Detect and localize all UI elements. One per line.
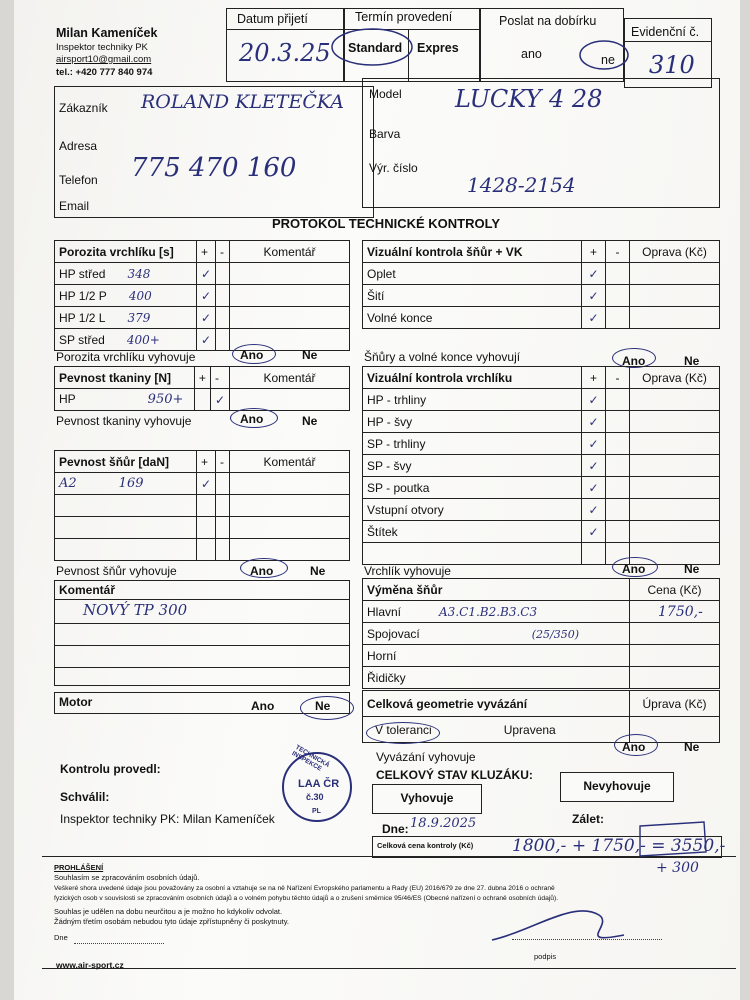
line-strength-table	[54, 450, 350, 561]
inspection-form-sheet	[14, 0, 740, 1000]
porosity-row-value: 400+	[126, 332, 160, 347]
visual-canopy-row-label: SP - švy	[363, 455, 582, 477]
line-replacement-row-label: Spojovací	[367, 626, 420, 641]
check-mark: ✓	[196, 329, 215, 351]
fabric-comment-header: Komentář	[230, 367, 350, 389]
visual-lines-minus: -	[606, 241, 630, 263]
fabric-table	[54, 366, 350, 411]
porosity-row-label: HP 1/2 P	[59, 288, 107, 303]
canopy-ok-label: Vrchlík vyhovuje	[364, 564, 451, 578]
porosity-ne: Ne	[302, 348, 318, 362]
date-received-value: 20.3.25	[239, 39, 331, 67]
company-name: Milan Kameníček	[56, 26, 158, 40]
stamp-mid: LAA ČR	[298, 778, 340, 790]
pass-button[interactable]: Vyhovuje	[372, 784, 482, 814]
check-mark: ✓	[582, 411, 606, 433]
porosity-row-label: SP střed	[59, 332, 105, 347]
visual-canopy-row-label: Vstupní otvory	[363, 499, 582, 521]
porosity-row	[55, 263, 350, 285]
line-strength-header: Pevnost šňůr [daN]	[55, 451, 197, 473]
inspector-name: Inspektor techniky PK: Milan Kameníček	[60, 812, 275, 826]
porosity-row	[55, 285, 350, 307]
geometry-tolerance: V toleranci	[375, 722, 432, 737]
circle-mark	[232, 344, 276, 364]
porosity-table	[54, 240, 350, 351]
stamp-pl: PL	[312, 808, 321, 815]
visual-canopy-row	[363, 499, 720, 521]
fabric-ne: Ne	[302, 414, 318, 428]
check-mark: ✓	[582, 499, 606, 521]
line-replacement-row-label: Horní	[367, 648, 397, 663]
signature-label: podpis	[534, 952, 557, 961]
fabric-header: Pevnost tkaniny [N]	[55, 367, 195, 389]
total-plus-note: + 300	[656, 860, 699, 876]
company-phone: tel.: +420 777 840 974	[56, 67, 153, 78]
visual-canopy-plus: +	[582, 367, 606, 389]
canopy-ne: Ne	[684, 562, 700, 576]
line-strength-comment-header: Komentář	[230, 451, 350, 473]
checked-by-label: Kontrolu provedl:	[60, 762, 161, 776]
stamp-num: č.30	[306, 792, 324, 802]
porosity-comment-header: Komentář	[230, 241, 350, 263]
model-value: LUCKY 4 28	[455, 85, 603, 113]
line-strength-ne: Ne	[310, 564, 326, 578]
fabric-row-value: 950+	[147, 392, 184, 407]
visual-lines-row-label: Oplet	[363, 263, 582, 285]
check-mark: ✓	[582, 307, 606, 329]
declaration-line: Souhlas je udělen na dobu neurčitou a je možno ho kdykoliv odvolat.	[54, 907, 283, 916]
circle-mark	[300, 696, 354, 720]
visual-lines-row	[363, 307, 720, 329]
porosity-minus: -	[216, 241, 230, 263]
check-mark: ✓	[582, 389, 606, 411]
check-mark: ✓	[196, 285, 215, 307]
visual-canopy-row	[363, 433, 720, 455]
fabric-plus: +	[194, 367, 210, 389]
color-label: Barva	[369, 127, 401, 141]
line-replacement-row	[363, 601, 720, 623]
porosity-ok-label: Porozita vrchlíku vyhovuje	[56, 350, 196, 364]
check-mark: ✓	[196, 307, 215, 329]
fabric-minus: -	[210, 367, 229, 389]
declaration-line: Veškeré shora uvedené údaje jsou považovány za osobní a vztahuje se na ně Nařízení Evropského parlamentu a Rady (EU) 2016/679 ze dne 27. dubna 2016 o ochraně	[54, 885, 555, 892]
serial-label: Výr. číslo	[369, 161, 418, 175]
cod-yes: ano	[521, 47, 542, 61]
line-replacement-row	[363, 645, 720, 667]
visual-lines-header: Vizuální kontrola šňůr + VK	[363, 241, 582, 263]
circle-mark	[612, 348, 656, 368]
line-strength-plus: +	[196, 451, 215, 473]
visual-canopy-row-label: SP - trhliny	[363, 433, 582, 455]
line-replacement-row	[363, 667, 720, 689]
declaration-box	[42, 856, 736, 956]
date-value: 18.9.2025	[410, 816, 477, 831]
visual-canopy-row-label: HP - švy	[363, 411, 582, 433]
phone-value: 775 470 160	[131, 153, 297, 183]
visual-lines-row-label: Šití	[363, 285, 582, 307]
cod-label: Poslat na dobírku	[499, 14, 597, 28]
porosity-ano: Ano	[240, 348, 264, 362]
protocol-title: PROTOKOL TECHNICKÉ KONTROLY	[272, 216, 501, 231]
line-replacement-row-note: A3.C1.B2.B3.C3	[439, 604, 538, 619]
motor-ne: Ne	[315, 699, 331, 713]
website: www.air-sport.cz	[56, 960, 124, 970]
geometry-ok-label: Vyvázání vyhovuje	[376, 750, 476, 764]
date-received-box	[226, 8, 344, 82]
visual-lines-ne: Ne	[684, 354, 700, 368]
phone-label: Telefon	[59, 173, 98, 187]
geometry-ano: Ano	[622, 740, 646, 754]
fabric-ano: Ano	[240, 412, 264, 426]
check-mark: ✓	[582, 477, 606, 499]
company-info-box	[54, 18, 237, 80]
porosity-row	[55, 307, 350, 329]
circle-mark	[366, 722, 440, 744]
line-strength-ok-label: Pevnost šňůr vyhovuje	[56, 564, 177, 578]
line-replacement-row-price: 1750,-	[658, 603, 703, 620]
term-box	[344, 8, 480, 82]
fabric-row	[55, 389, 350, 411]
glider-box	[362, 78, 720, 208]
visual-canopy-row	[363, 455, 720, 477]
geometry-adjusted: Upravena	[503, 722, 556, 737]
declaration-title: PROHLÁŠENÍ	[54, 863, 104, 872]
overall-label: CELKOVÝ STAV KLUZÁKU:	[376, 768, 533, 782]
porosity-row-value: 348	[127, 266, 151, 281]
porosity-row-label: HP střed	[59, 266, 106, 281]
circle-mark	[230, 408, 278, 428]
address-label: Adresa	[59, 139, 98, 153]
total-value: 1800,- + 1750,- = 3550,-	[512, 836, 726, 856]
check-mark: ✓	[582, 455, 606, 477]
check-mark: ✓	[196, 263, 215, 285]
fabric-row-label: HP	[59, 392, 76, 406]
company-role: Inspektor techniky PK	[56, 42, 148, 53]
visual-lines-table	[362, 240, 720, 329]
line-replacement-row	[363, 623, 720, 645]
geometry-header: Celková geometrie vyvázání	[363, 691, 630, 717]
model-label: Model	[369, 87, 402, 101]
visual-lines-row	[363, 263, 720, 285]
visual-lines-plus: +	[582, 241, 606, 263]
term-express: Expres	[417, 41, 459, 55]
line-replacement-row-label: Hlavní	[367, 604, 402, 619]
check-mark: ✓	[582, 433, 606, 455]
circle-mark	[614, 734, 658, 756]
fabric-ok-label: Pevnost tkaniny vyhovuje	[56, 414, 192, 428]
term-label: Termín provedení	[355, 10, 453, 24]
customer-label: Zákazník	[59, 101, 108, 115]
check-mark: ✓	[582, 521, 606, 543]
visual-canopy-row-label: Štítek	[363, 521, 582, 543]
geometry-adjust-header: Úprava (Kč)	[630, 691, 720, 717]
evidence-label: Evidenční č.	[631, 25, 700, 39]
geometry-ne: Ne	[684, 740, 700, 754]
visual-canopy-row	[363, 477, 720, 499]
visual-lines-row	[363, 285, 720, 307]
line-replacement-row-note: (25/350)	[531, 627, 579, 641]
inspection-stamp	[282, 743, 352, 822]
total-label: Celková cena kontroly (Kč)	[377, 841, 474, 850]
visual-canopy-row	[363, 521, 720, 543]
date-label: Dne:	[382, 822, 409, 836]
line-replacement-row-label: Řidičky	[367, 670, 406, 685]
evidence-value: 310	[649, 51, 695, 79]
term-standard: Standard	[348, 41, 403, 55]
stamp-ring-text: TECHNICKÁ INSPEKCE	[290, 743, 331, 773]
visual-lines-repair-header: Oprava (Kč)	[630, 241, 720, 263]
motor-label: Motor	[59, 695, 93, 709]
cod-no: ne	[601, 53, 615, 67]
check-mark: ✓	[582, 285, 606, 307]
porosity-row-value: 379	[127, 310, 151, 325]
customer-box	[54, 86, 374, 218]
comment-value: NOVÝ TP 300	[83, 601, 188, 619]
line-replacement-table	[362, 578, 720, 689]
canopy-ano: Ano	[622, 562, 646, 576]
visual-canopy-header: Vizuální kontrola vrchlíku	[363, 367, 582, 389]
visual-canopy-row	[363, 389, 720, 411]
customer-value: ROLAND KLETEČKA	[141, 91, 345, 113]
check-mark: ✓	[582, 263, 606, 285]
declaration-line: Souhlasím se zpracováním osobních údajů.	[54, 873, 200, 882]
comment-box	[54, 580, 350, 686]
line-strength-ano: Ano	[250, 564, 274, 578]
approved-label: Schválil:	[60, 790, 110, 804]
fail-button[interactable]: Nevyhovuje	[560, 772, 674, 802]
declaration-line: fyzických osob v souvislosti se zpracováním osobních údajů a o volném pohybu těchto údajů a o zrušení směrnice 95/46/ES (Obecné nařízení o ochraně osobních údajů).	[54, 895, 559, 902]
company-email: airsport10@gmail.com	[56, 54, 152, 65]
porosity-header: Porozita vrchlíku [s]	[55, 241, 197, 263]
porosity-plus: +	[196, 241, 215, 263]
visual-canopy-row-label: SP - poutka	[363, 477, 582, 499]
check-mark: ✓	[196, 473, 215, 495]
visual-canopy-table	[362, 366, 720, 565]
serial-value: 1428-2154	[467, 173, 576, 197]
motor-ano: Ano	[251, 699, 275, 713]
email-label: Email	[59, 199, 90, 213]
visual-lines-row-label: Volné konce	[363, 307, 582, 329]
visual-canopy-minus: -	[606, 367, 630, 389]
porosity-row-value: 400	[128, 288, 152, 303]
circle-mark	[612, 557, 658, 577]
declaration-line: Žádným třetím osobám nebudou tyto údaje zpřístupněny či poskytnuty.	[54, 917, 289, 926]
line-strength-minus: -	[216, 451, 230, 473]
line-strength-row	[55, 473, 350, 495]
line-replacement-header: Výměna šňůr	[363, 579, 630, 601]
cod-box	[480, 8, 624, 82]
line-strength-row-label: A2	[59, 476, 77, 491]
visual-canopy-repair-header: Oprava (Kč)	[630, 367, 720, 389]
check-mark: ✓	[210, 389, 229, 411]
comment-label: Komentář	[59, 583, 116, 597]
line-strength-row-value: 169	[118, 476, 144, 491]
porosity-row-label: HP 1/2 L	[59, 310, 106, 325]
declaration-dne: Dne	[54, 933, 68, 942]
visual-canopy-row-label: HP - trhliny	[363, 389, 582, 411]
deposit-label: Zálet:	[572, 812, 605, 826]
visual-canopy-row	[363, 411, 720, 433]
line-replacement-price-header: Cena (Kč)	[630, 579, 720, 601]
date-received-label: Datum přijetí	[237, 12, 308, 26]
circle-mark	[240, 558, 288, 578]
visual-lines-ok-label: Šňůry a volné konce vyhovují	[364, 350, 521, 364]
visual-lines-ano: Ano	[622, 354, 646, 368]
